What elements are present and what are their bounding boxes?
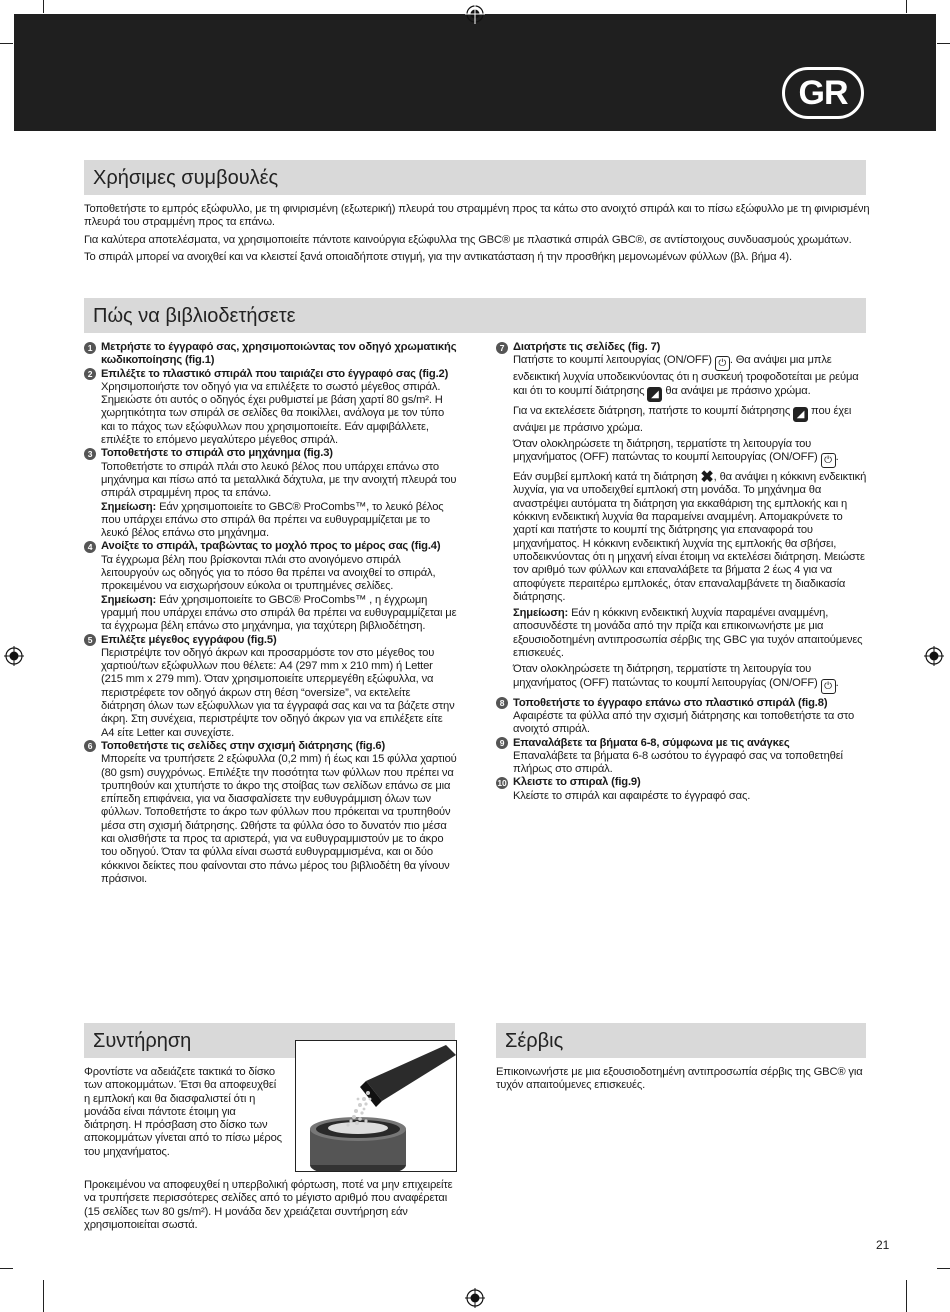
- tips-title: Χρήσιμες συμβουλές: [93, 167, 279, 189]
- step-title: Τοποθετήστε τις σελίδες στην σχισμή διάτρησης (fig.6): [101, 739, 386, 752]
- power-icon: ⏻: [821, 453, 836, 468]
- punch-icon: ◢: [647, 387, 662, 402]
- step-number: 9: [496, 737, 508, 749]
- note-label: Σημείωση:: [101, 593, 157, 606]
- step-item: [84, 447, 457, 540]
- step-number: 7: [496, 342, 508, 354]
- crop-mark: [906, 0, 907, 13]
- step-item: [84, 634, 457, 740]
- step-item: [496, 737, 868, 777]
- step-note: [101, 594, 457, 634]
- crop-mark: [43, 1280, 44, 1312]
- step-item: [84, 540, 457, 633]
- step-number: 10: [497, 777, 507, 788]
- service-heading: [496, 1023, 866, 1058]
- jam-x-icon: ✖: [700, 469, 714, 487]
- language-badge: GR: [782, 67, 864, 119]
- step-text: Για να εκτελέσετε διάτρηση, πατήστε το κουμπί διάτρησης: [513, 404, 791, 417]
- step-number: 4: [84, 541, 96, 553]
- step-item: [496, 776, 868, 803]
- crop-mark: [906, 1280, 907, 1312]
- step-item: [84, 341, 457, 368]
- step-title: Διατρήστε τις σελίδες (fig. 7): [513, 341, 661, 353]
- note-text: Εάν η κόκκινη ενδεικτική λυχνία παραμένει αναμμένη, αποσυνδέστε τη μονάδα από την πρίζα και επικοινωνήστε με μια εξουσιοδοτημένη αντιπροσωπία σέρβις της GBC για τυχόν απαιτούμενες επισκευές.: [513, 607, 863, 660]
- step-item: [496, 697, 868, 737]
- step-number: 3: [84, 448, 96, 460]
- step-body: Χρησιμοποιήστε τον οδηγό για να επιλέξετε το σωστό μέγεθος σπιράλ. Σημειώστε ότι αυτός ο οδηγός έχει ρυθμιστεί με βάση χαρτί 80 gs/m². Η χωρητικότητα των σπιράλ σε σελίδες θα ποικίλλει, ανάλογα με τον τύπο και το πάχος των εξώφυλλων που χρησιμοποιείτε. Εάν αμφιβάλλετε, επιλέξτε το επόμενο μεγαλύτερο μέγεθος σπιράλ.: [101, 380, 445, 447]
- registration-mark-icon: [924, 646, 944, 666]
- step-text: . Θα ανάψει μια μπλε ενδεικτική λυχνία υποδεικνύοντας ότι η συσκευή τροφοδοτείται με ρεύμα και ότι το κουμπί διάτρησης: [513, 354, 859, 397]
- step-item: [496, 341, 868, 694]
- maintenance-title: Συντήρηση: [93, 1030, 192, 1052]
- registration-mark-icon: [465, 1288, 485, 1308]
- crop-mark: [0, 43, 13, 44]
- crop-mark: [0, 1268, 13, 1269]
- page-number: 21: [876, 1238, 890, 1252]
- note-text: Εάν χρησιμοποιείτε το GBC® ProCombs™ , η έγχρωμη γραμμή που υπάρχει επάνω στο σπιράλ θα πρέπει να ευθυγραμμίζεται με τα έγχρωμα βέλη επάνω στο μηχάνημα, για ταχύτερη βιβλιοδέτηση.: [101, 593, 457, 633]
- step-text: θα ανάψει με πράσινο χρώμα.: [665, 384, 811, 397]
- step-title: Επιλέξτε μέγεθος εγγράφου (fig.5): [101, 633, 277, 646]
- binding-heading: [84, 298, 866, 333]
- maintenance-warning: [84, 1179, 457, 1236]
- note-text: Εάν χρησιμοποιείτε το GBC® ProCombs™, το λευκό βέλος που υπάρχει επάνω στο σπιράλ θα πρέπει να ευθυγραμμίζεται με το λευκό βέλος επάνω στο μηχάνημα.: [101, 500, 444, 540]
- step-title: Επαναλάβετε τα βήματα 6-8, σύμφωνα με τις ανάγκες: [513, 736, 790, 749]
- power-icon: ⏻: [715, 356, 730, 371]
- maintenance-paragraph: Προκειμένου να αποφευχθεί η υπερβολική φόρτωση, ποτέ να μην επιχειρείτε να τρυπήσετε περισσότερες σελίδες από το μέγιστο αριθμό που αναφέρεται (15 σελίδες των 80 gs/m²). Η μονάδα δεν χρειάζεται συντήρηση εάν χρησιμοποιείται σωστά.: [84, 1179, 453, 1231]
- service-body: [496, 1066, 866, 1097]
- tips-paragraph: Το σπιράλ μπορεί να ανοιχθεί και να κλειστεί ξανά οποιαδήποτε στιγμή, για την αντικατάσταση ή την προσθήκη μεμονωμένων φύλλων (βλ. βήμα 4).: [84, 250, 792, 263]
- tips-paragraph: Για καλύτερα αποτελέσματα, να χρησιμοποιείτε πάντοτε καινούργια εξώφυλλα της GBC® με πλαστικά σπιράλ GBC®, σε αντίστοιχους συνδυασμούς χρωμάτων.: [84, 233, 852, 246]
- tips-heading: [84, 160, 866, 195]
- maintenance-paragraph: Φροντίστε να αδειάζετε τακτικά το δίσκο των αποκομμάτων. Έτσι θα αποφευχθεί η εμπλοκή και θα διασφαλιστεί ότι η μονάδα είναι πάντοτε έτοιμη για διάτρηση. Η πρόσβαση στο δίσκο των αποκομμάτων γίνεται από το πίσω μέρος του μηχανήματος.: [84, 1066, 282, 1158]
- tips-body: [84, 203, 880, 268]
- step-text: Όταν ολοκληρώσετε τη διάτρηση, τερματίστε τη λειτουργία του μηχανήματος (OFF) πατώντας το κουμπί λειτουργίας (ON/OFF): [513, 663, 818, 689]
- registration-mark-icon: [465, 4, 485, 24]
- step-title: Επιλέξτε το πλαστικό σπιράλ που ταιριάζει στο έγγραφό σας (fig.2): [101, 367, 449, 380]
- step-body: Περιστρέψτε τον οδηγό άκρων και προσαρμόστε τον στο μέγεθος του χαρτιού/των εξώφυλλων που θέλετε: A4 (297 mm x 210 mm) ή Letter (215 mm x 279 mm). Όταν χρησιμοποιείτε υπερμεγέθη εξώφυλλα, να περιστρέφετε τον οδηγό άκρων στη θέση “oversize”, να εκτελείτε διάτρηση όλων των εξώφυλλων για τα έγγραφά σας και να τα βάζετε στην άκρη. Στη συνέχεια, περιστρέψτε τον οδηγό άκρων για να επιλέξετε είτε A4 είτε Letter και συνεχίστε.: [101, 646, 455, 739]
- chip-tray-illustration: [295, 1040, 457, 1172]
- step-number: 6: [84, 740, 96, 752]
- note-label: Σημείωση:: [101, 500, 157, 513]
- steps-right-column: [496, 341, 868, 803]
- note-label: Σημείωση:: [513, 607, 569, 620]
- step-text: , θα ανάψει η κόκκινη ενδεικτική λυχνία, για να υποδειχθεί εμπλοκή στη μονάδα. Το μηχάνημα θα αναστρέψει αυτόματα τη διάτρηση για εκκαθάριση της εμπλοκής και η κόκκινη ενδεικτική λυχνία θα παραμείνει αναμμένη. Απομακρύνετε το χαρτί και πατήστε το κουμπί της διάτρησης για επαναφορά του μηχανήματος. Η κόκκινη ενδεικτική λυχνία της εμπλοκής θα σβήσει, υποδεικνύοντας ότι η μηχανή είναι έτοιμη να εκτελέσει διάτρηση. Μειώστε τον αριθμό των φύλλων και επαναλάβετε τα βήματα 2 έως 4 για να αποφύγετε περαιτέρω εμπλοκές, όταν επαναλαμβάνετε τη διαδικασία διάτρησης.: [513, 471, 867, 603]
- step-number: 1: [84, 342, 96, 354]
- service-paragraph: Επικοινωνήστε με μια εξουσιοδοτημένη αντιπροσωπία σέρβις της GBC® για τυχόν απαιτούμενες επισκευές.: [496, 1066, 863, 1092]
- step-text: Όταν ολοκληρώσετε τη διάτρηση, τερματίστε τη λειτουργία του μηχανήματος (OFF) πατώντας το κουμπί λειτουργίας (ON/OFF): [513, 437, 818, 464]
- step-note: [101, 501, 457, 541]
- step-title: Τοποθετήστε το έγγραφο επάνω στο πλαστικό σπιράλ (fig.8): [513, 696, 828, 709]
- steps-left-column: [84, 341, 457, 886]
- step-number: 5: [84, 634, 96, 646]
- step-number: 2: [84, 368, 96, 380]
- step-title: Ανοίξτε το σπιράλ, τραβώντας το μοχλό προς το μέρος σας (fig.4): [101, 540, 441, 553]
- power-icon: ⏻: [821, 679, 836, 694]
- step-item: [84, 740, 457, 886]
- crop-mark: [937, 1268, 950, 1269]
- maintenance-intro: [84, 1066, 284, 1163]
- step-body: Τα έγχρωμα βέλη που βρίσκονται πλάι στο ανοιγόμενο σπιράλ λειτουργούν ως οδηγός για το πόσο θα πρέπει να ανοιχθεί το σπιράλ, προκειμένου να εισχωρήσουν εύκολα οι τρυπημένες σελίδες.: [101, 553, 436, 593]
- service-title: Σέρβις: [505, 1030, 564, 1052]
- step-title: Κλειστε το σπιραλ (fig.9): [513, 776, 641, 789]
- crop-mark: [937, 43, 950, 44]
- step-body: Τοποθετήστε το σπιράλ πλάι στο λευκό βέλος που υπάρχει επάνω στο μηχάνημα και πίσω από τα μεταλλικά δάχτυλα, με την ανοιχτή πλευρά του σπιράλ στραμμένη προς τα επάνω.: [101, 460, 457, 500]
- crop-mark: [43, 0, 44, 13]
- step-text: Πατήστε το κουμπί λειτουργίας (ON/OFF): [513, 354, 712, 367]
- step-text: Εάν συμβεί εμπλοκή κατά τη διάτρηση: [513, 471, 698, 484]
- step-item: [84, 368, 457, 448]
- step-body: Επαναλάβετε τα βήματα 6-8 ωσότου το έγγραφό σας να τοποθετηθεί πλήρως στο σπιράλ.: [513, 749, 843, 776]
- tips-paragraph: Τοποθετήστε το εμπρός εξώφυλλο, με τη φινιρισμένη (εξωτερική) πλευρά του στραμμένη προς τα κάτω στο ανοιχτό σπιράλ και το πίσω εξώφυλλο με τη φινιρισμένη πλευρά του στραμμένη προς τα επάνω.: [84, 203, 870, 229]
- registration-mark-icon: [4, 646, 24, 666]
- step-title: Τοποθετήστε το σπιράλ στο μηχάνημα (fig.3): [101, 447, 333, 460]
- step-text: που έχει ανάψει με πράσινο χρώμα.: [513, 404, 852, 434]
- step-body: Αφαιρέστε τα φύλλα από την σχισμή διάτρησης και τοποθετήστε τα στο ανοιχτό σπιράλ.: [513, 709, 855, 736]
- step-body: Μπορείτε να τρυπήσετε 2 εξώφυλλα (0,2 mm) ή έως και 15 φύλλα χαρτιού (80 gsm) συγχρόνως. Επιλέξτε την ποσότητα των φύλλων που πρέπει να τρυπηθούν και χτυπήστε το άκρο της στοίβας των σελίδων επάνω σε μια επίπεδη επιφάνεια, για να διασφαλίσετε την ευθυγράμμιση όλων των φύλλων. Τοποθετήστε το άκρο των φύλλων που πρόκειται να τρυπηθούν μέσα στη σχισμή διάτρησης. Ωθήστε τα φύλλα όσο το δυνατόν πιο μέσα και ολισθήστε τα προς τα αριστερά, για να ευθυγραμμιστούν με το άκρο του οδηγού. Όταν τα φύλλα είναι σωστά ευθυγραμμισμένα, και οι δύο κόκκινοι δείκτες που φαίνονται στο πάνω μέρος του βιβλιοδέτη θα γίνουν πράσινοι.: [101, 753, 457, 885]
- step-number: 8: [496, 697, 508, 709]
- step-body: Πατήστε το κουμπί λειτουργίας (ON/OFF) ⏻ . Θα ανάψει μια μπλε ενδεικτική λυχνία υποδεικνύοντας ότι η συσκευή τροφοδοτείται με ρεύμα και ότι το κουμπί διάτρησης ◢ θα ανάψει με πράσινο χρώμα. Για να εκτελέσετε διάτρηση, πατήστε το κουμπί διάτρησης ◢ που έχει ανάψει με πράσινο χρώμα. Όταν ολοκληρώσετε τη διάτρηση, τερματίστε τη λειτουργία του μηχανήματος (OFF) πατώντας το κουμπί λειτουργίας (ON/OFF) ⏻ . Εάν συμβεί εμπλοκή κατά τη διάτρηση ✖, θα ανάψει η κόκκινη ενδεικτική λυχνία, για να υποδειχθεί εμπλοκή στη μονάδα. Το μηχάνημα θα αναστρέψει αυτόματα τη διάτρηση για εκκαθάριση της εμπλοκής και η κόκκινη ενδεικτική λυχνία θα παραμείνει αναμμένη. Απομακρύνετε το χαρτί και πατήστε το κουμπί της διάτρησης για επαναφορά του μηχανήματος. Η κόκκινη ενδεικτική λυχνία της εμπλοκής θα σβήσει, υποδεικνύοντας ότι η μηχανή είναι έτοιμη να εκτελέσει διάτρηση. Μειώστε τον αριθμό των φύλλων και επαναλάβετε τα βήματα 2 έως 4 για να αποφύγετε περαιτέρω εμπλοκές, όταν επαναλαμβάνετε τη διαδικασία διάτρησης. Σημείωση: Εάν η κόκκινη ενδεικτική λυχνία παραμένει αναμμένη, αποσυνδέστε τη μονάδα από την πρίζα και επικοινωνήστε με μια εξουσιοδοτημένη αντιπροσωπία σέρβις της GBC για τυχόν απαιτούμενες επισκευές. Όταν ολοκληρώσετε τη διάτρηση, τερματίστε τη λειτουργία του μηχανήματος (OFF) πατώντας το κουμπί λειτουργίας (ON/OFF) ⏻ .: [513, 354, 867, 692]
- punch-icon: ◢: [793, 407, 808, 422]
- step-body: Κλείστε το σπιράλ και αφαιρέστε το έγγραφό σας.: [513, 789, 751, 802]
- binding-title: Πώς να βιβλιοδετήσετε: [93, 305, 296, 327]
- step-title: Μετρήστε το έγγραφό σας, χρησιμοποιώντας τον οδηγό χρωματικής κωδικοποίησης (fig.1): [101, 341, 457, 367]
